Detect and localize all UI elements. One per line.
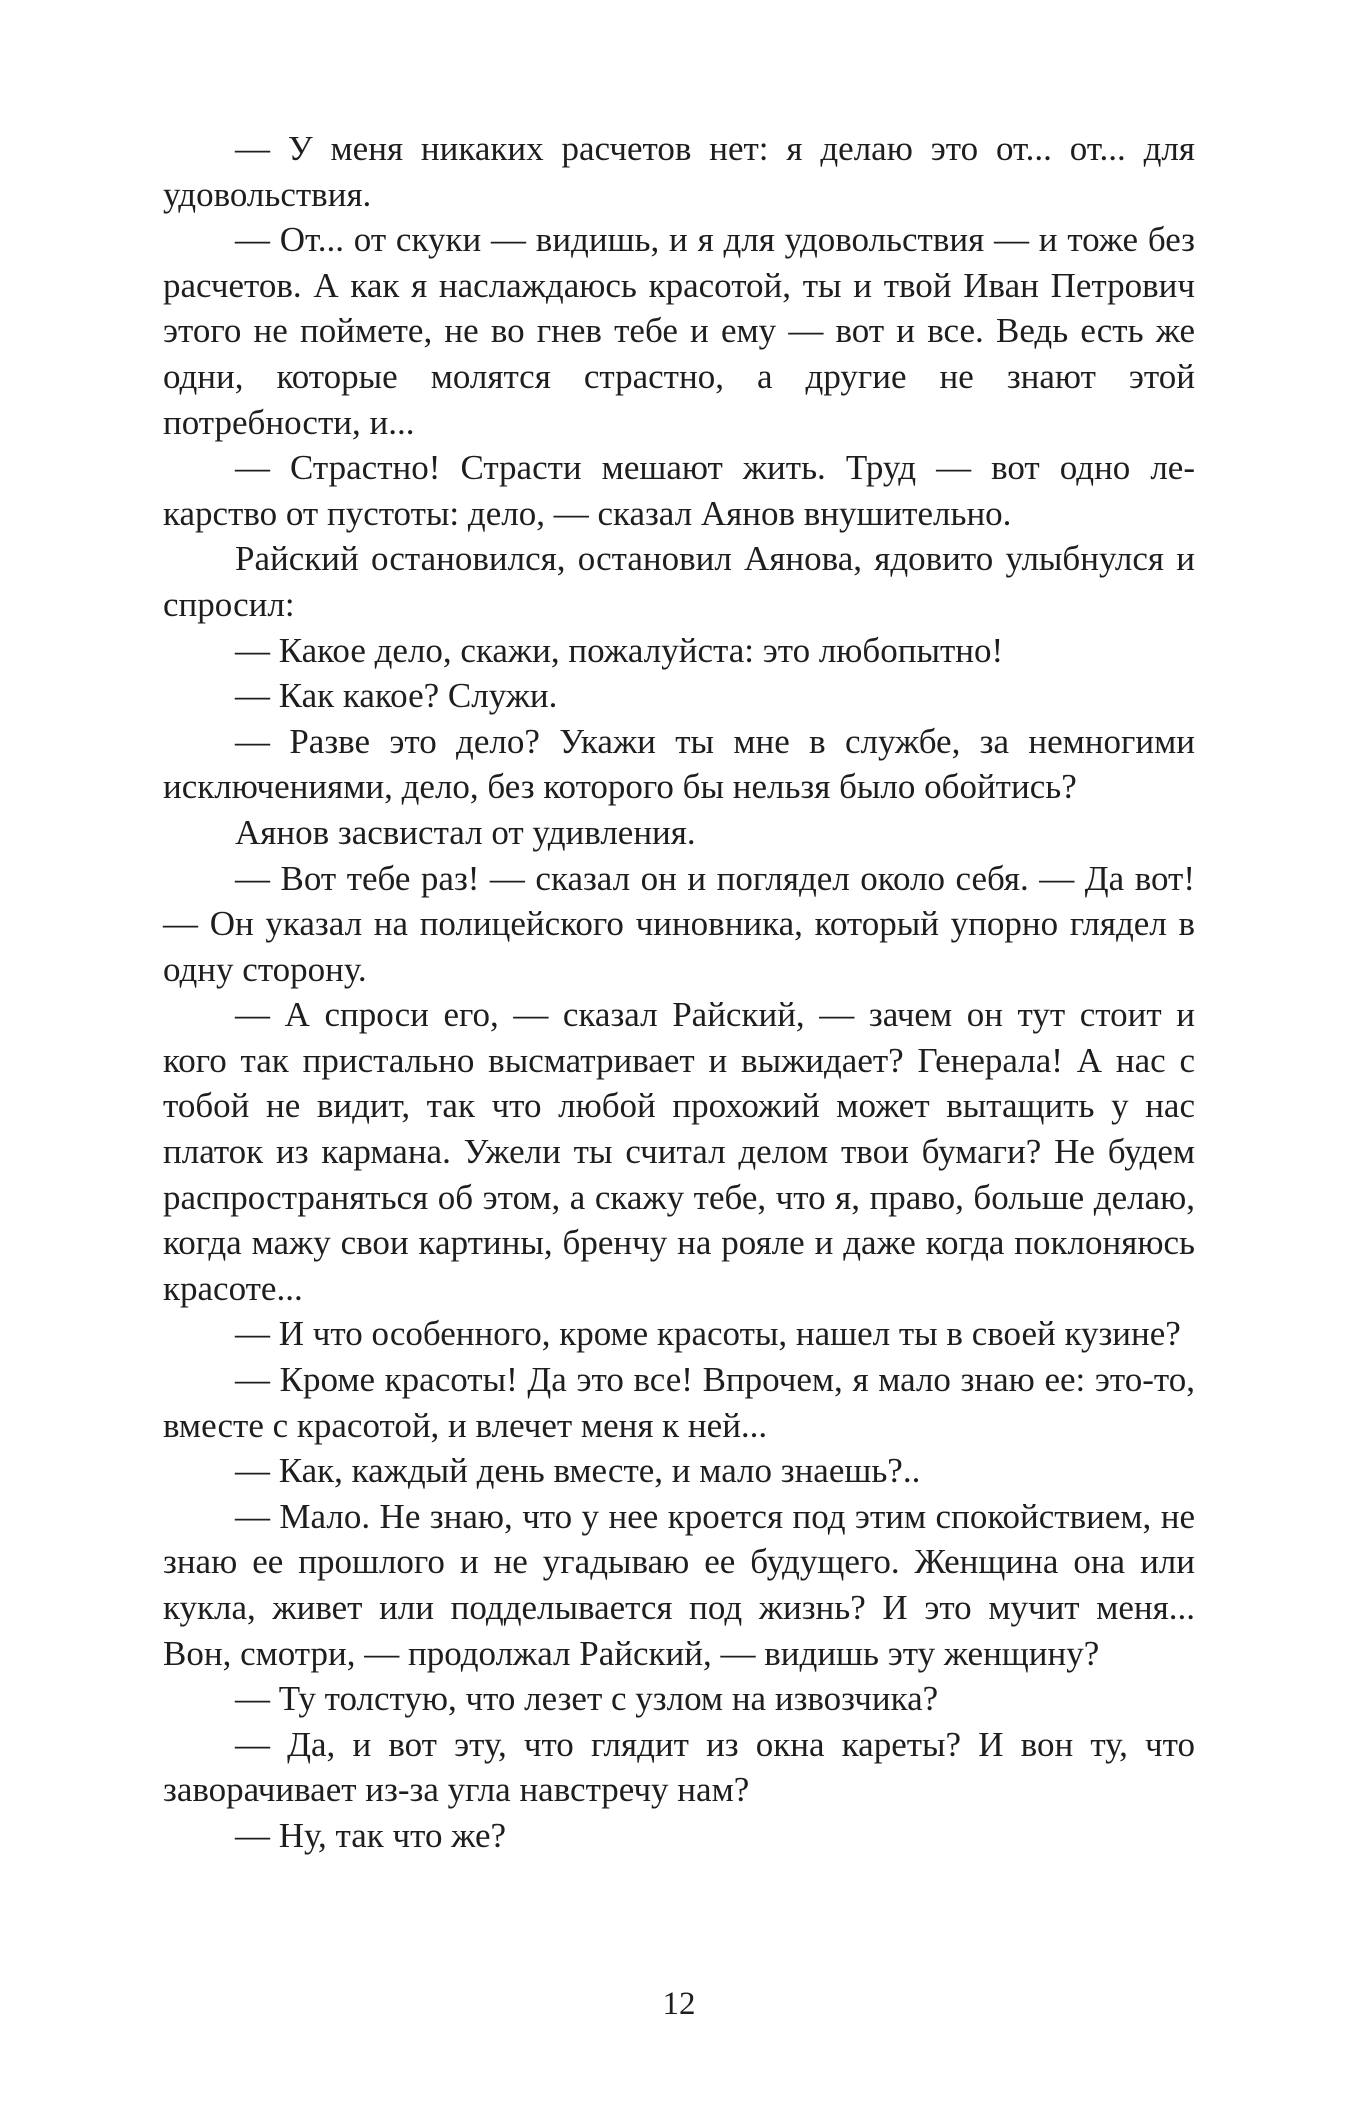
- paragraph: — Ну, так что же?: [235, 1815, 507, 1855]
- paragraph: — У меня никаких расчетов нет: я делаю это от... от... для удовольствия.: [163, 129, 1195, 214]
- paragraph: — А спроси его, — сказал Райский, — зачем он тут стоит и кого так пристально высматривает и выжидает? Генерала! А нас с тобой не видит, так что любой прохожий может вытащить у нас платок из кармана. Ужели ты считал делом твои бумаги? Не будем распространяться об этом, а скажу тебе, что я, право, больше делаю, когда мажу свои картины, бренчу на рояле и даже когда поклоняюсь красоте...: [163, 995, 1195, 1308]
- paragraph: Аянов засвистал от удивления.: [235, 812, 696, 852]
- paragraph: — Кроме красоты! Да это все! Впрочем, я мало знаю ее: это-то, вместе с красотой, и влечет меня к ней...: [163, 1360, 1195, 1445]
- paragraph: — И что особенного, кроме красоты, нашел ты в своей кузине?: [235, 1314, 1181, 1354]
- paragraph: — Мало. Не знаю, что у нее кроется под этим спокойствием, не знаю ее прошлого и не угадываю ее будущего. Женщина она или кукла, живет или подделывается под жизнь? И это мучит меня... Вон, смотри, — продолжал Райский, — видишь эту женщину?: [163, 1496, 1195, 1673]
- paragraph: Райский остановился, остановил Аянова, ядовито улыбнулся и спросил:: [163, 539, 1195, 624]
- paragraph: — Как какое? Служи.: [235, 676, 558, 716]
- paragraph: — Разве это дело? Укажи ты мне в службе, за немногими исключениями, дело, без которого бы нельзя было обойтись?: [163, 721, 1195, 807]
- paragraph: — Да, и вот эту, что глядит из окна кареты? И вон ту, что заворачивает из-за угла навстречу нам?: [163, 1724, 1195, 1810]
- paragraph: — Ту толстую, что лезет с узлом на извозчика?: [235, 1679, 939, 1719]
- page-number: 12: [662, 1986, 696, 2022]
- paragraph: — От... от скуки — видишь, и я для удовольствия — и тоже без расчетов. А как я наслаждаюсь красотой, ты и твой Иван Петрович этого не поймете, не во гнев тебе и ему — вот и все. Ведь есть же одни, которые молятся страстно, а другие не знают этой потребности, и...: [163, 220, 1195, 442]
- paragraph: — Как, каждый день вместе, и мало знаешь?..: [235, 1451, 921, 1491]
- paragraph: — Какое дело, скажи, пожалуйста: это любопытно!: [235, 630, 1004, 670]
- body-text: [163, 126, 1195, 1859]
- paragraph: — Страстно! Страсти мешают жить. Труд — вот одно лекарство от пустоты: дело, — сказал Аянов внушительно.: [163, 448, 1195, 533]
- paragraph: — Вот тебе раз! — сказал он и поглядел около себя. — Да вот! — Он указал на полицейского чиновника, который упорно глядел в одну сторону.: [163, 858, 1195, 989]
